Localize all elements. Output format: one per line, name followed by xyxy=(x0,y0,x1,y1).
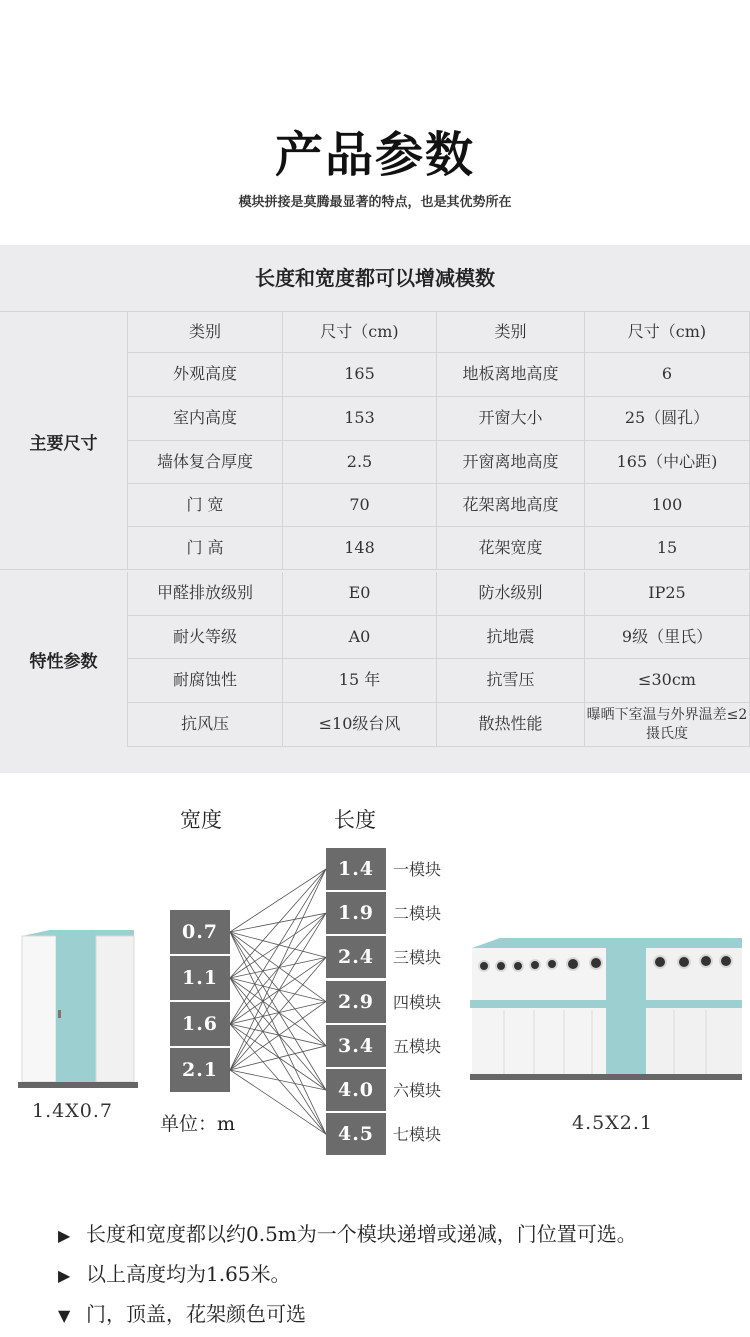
note-2 xyxy=(58,1258,291,1287)
module-label: 六模块 xyxy=(393,1081,442,1100)
table-cell: 耐火等级 xyxy=(128,616,283,659)
table-header-cell: 类别 xyxy=(128,312,283,353)
group-label: 特性参数 xyxy=(0,572,128,747)
table-cell: 抗风压 xyxy=(128,703,283,747)
small-cabinet-illustration xyxy=(18,926,140,1090)
unit-label: 单位：m xyxy=(160,1113,236,1135)
table-cell: E0 xyxy=(283,572,437,616)
table-cell: 15 xyxy=(585,527,750,570)
page-subtitle: 模块拼接是莫腾最显著的特点，也是其优势所在 xyxy=(238,195,512,210)
large-cabin-caption: 4.5X2.1 xyxy=(572,1112,653,1134)
table-cell: 153 xyxy=(283,397,437,441)
table-cell: 花架宽度 xyxy=(437,527,585,570)
combination-line xyxy=(230,869,326,1070)
page-title: 产品参数 xyxy=(274,127,475,183)
module-label: 七模块 xyxy=(393,1125,442,1145)
table-cell: 100 xyxy=(585,484,750,527)
table-cell: 室内高度 xyxy=(128,397,283,441)
table-header-cell: 尺寸（cm) xyxy=(585,312,750,353)
combination-line xyxy=(230,932,326,1134)
table-cell: 防水级别 xyxy=(437,572,585,616)
combination-line xyxy=(230,1024,326,1046)
length-option-box: 2.4 xyxy=(326,936,386,978)
table-cell: 地板离地高度 xyxy=(437,353,585,397)
table-cell: 甲醛排放级别 xyxy=(128,572,283,616)
table-cell: 抗地震 xyxy=(437,616,585,659)
combination-line xyxy=(230,869,326,978)
table-cell: ≤30cm xyxy=(585,659,750,703)
note-1 xyxy=(58,1218,637,1247)
table-cell: 墙体复合厚度 xyxy=(128,441,283,484)
table-cell: 门 高 xyxy=(128,527,283,570)
width-heading: 宽度 xyxy=(180,808,222,832)
width-option-box: 1.1 xyxy=(170,956,230,1000)
triangle-right-icon: ▶ xyxy=(58,1266,71,1285)
width-option-box: 1.6 xyxy=(170,1002,230,1046)
table-cell: 15 年 xyxy=(283,659,437,703)
note-text: 门，顶盖，花架颜色可选 xyxy=(86,1302,306,1326)
table-cell: 6 xyxy=(585,353,750,397)
table-cell: 2.5 xyxy=(283,441,437,484)
combination-line xyxy=(230,978,326,1002)
length-heading: 长度 xyxy=(334,808,376,832)
combination-line xyxy=(230,932,326,957)
table-cell: 散热性能 xyxy=(437,703,585,747)
table-cell: 耐腐蚀性 xyxy=(128,659,283,703)
note-text: 长度和宽度都以约0.5m为一个模块递增或递减，门位置可选。 xyxy=(86,1222,637,1246)
module-label: 四模块 xyxy=(393,992,442,1012)
table-header-cell: 类别 xyxy=(437,312,585,353)
group-label: 主要尺寸 xyxy=(0,312,128,570)
length-option-box: 4.0 xyxy=(326,1069,386,1111)
table-cell: 148 xyxy=(283,527,437,570)
length-option-box: 1.9 xyxy=(326,892,386,934)
module-label: 五模块 xyxy=(393,1036,442,1056)
table-cell: 165（中心距) xyxy=(585,441,750,484)
table-cell: 门 宽 xyxy=(128,484,283,527)
table-cell: 165 xyxy=(283,353,437,397)
table-cell: 25（圆孔） xyxy=(585,397,750,441)
triangle-right-icon: ▶ xyxy=(58,1226,71,1245)
table-cell: IP25 xyxy=(585,572,750,616)
small-cabinet-caption: 1.4X0.7 xyxy=(32,1100,113,1122)
table-cell: 外观高度 xyxy=(128,353,283,397)
length-option-box: 3.4 xyxy=(326,1025,386,1067)
table-cell: 花架离地高度 xyxy=(437,484,585,527)
note-text: 以上高度均为1.65米。 xyxy=(86,1262,291,1286)
length-option-box: 2.9 xyxy=(326,981,386,1023)
table-cell: 曝晒下室温与外界温差≤2摄氏度 xyxy=(585,703,750,747)
table-cell: 70 xyxy=(283,484,437,527)
table-cell: 抗雪压 xyxy=(437,659,585,703)
note-3 xyxy=(58,1298,306,1327)
large-cabin-illustration xyxy=(470,934,744,1084)
table-cell: 开窗大小 xyxy=(437,397,585,441)
table-cell: 开窗离地高度 xyxy=(437,441,585,484)
length-option-box: 1.4 xyxy=(326,848,386,890)
module-label: 三模块 xyxy=(393,948,442,968)
module-label: 一模块 xyxy=(393,860,442,879)
module-label: 二模块 xyxy=(393,904,442,924)
combination-line xyxy=(230,1002,326,1024)
combination-line xyxy=(230,869,326,1024)
table-cell: ≤10级台风 xyxy=(283,703,437,747)
width-option-box: 2.1 xyxy=(170,1048,230,1092)
table-header-cell: 尺寸（cm) xyxy=(283,312,437,353)
combination-line xyxy=(230,932,326,1046)
length-option-box: 4.5 xyxy=(326,1113,386,1155)
table-cell: A0 xyxy=(283,616,437,659)
triangle-down-icon: ▼ xyxy=(58,1306,71,1325)
width-option-box: 0.7 xyxy=(170,910,230,954)
spec-table-title: 长度和宽度都可以增减模数 xyxy=(0,245,750,312)
table-cell: 9级（里氏） xyxy=(585,616,750,659)
